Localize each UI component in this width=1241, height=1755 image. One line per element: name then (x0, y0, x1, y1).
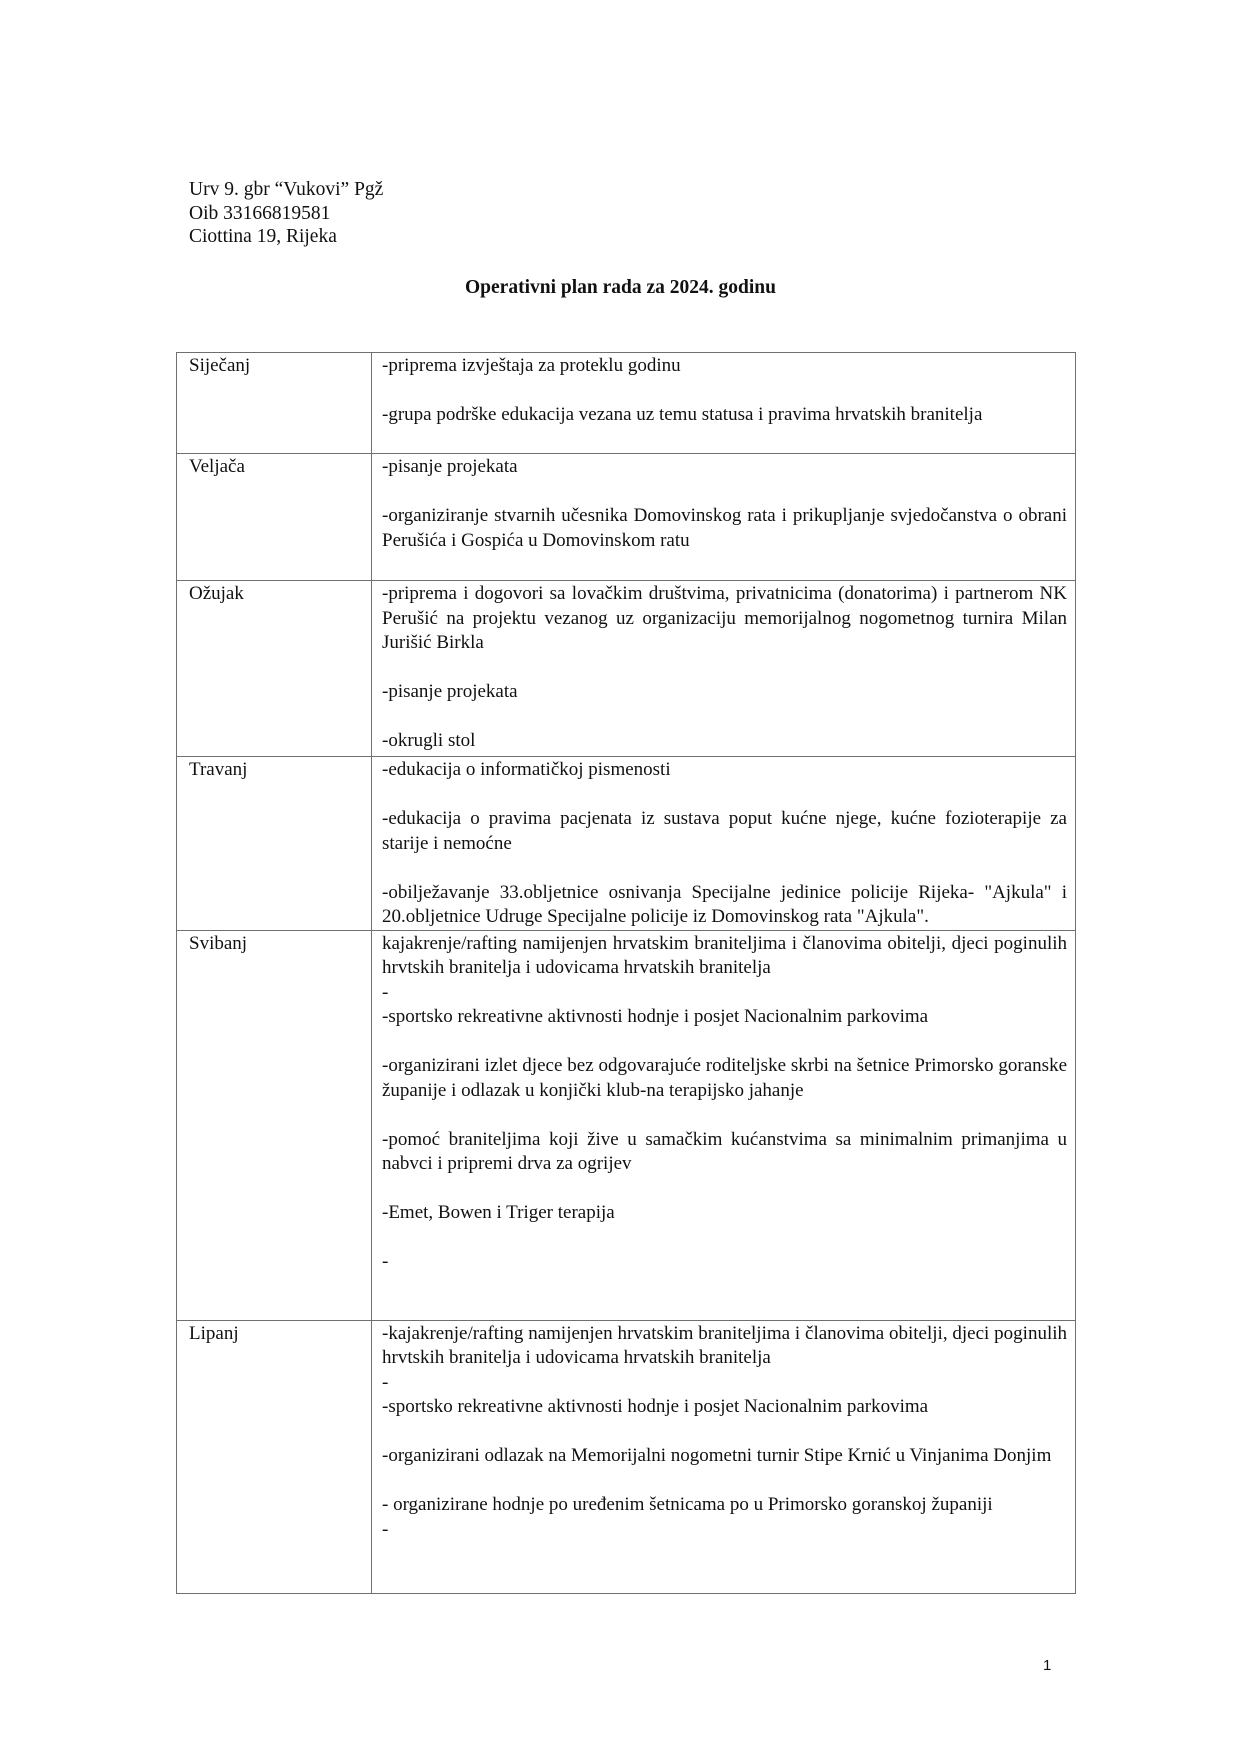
activity-item: -priprema izvještaja za proteklu godinu (382, 355, 681, 376)
blank-line (382, 783, 1067, 808)
month-label: Travanj (189, 759, 248, 780)
blank-line (382, 480, 1067, 505)
blank-line (382, 1420, 1067, 1445)
organization-oib: Oib 33166819581 (189, 202, 331, 224)
blank-line (382, 1103, 1067, 1128)
plan-row (177, 930, 1076, 1320)
activity-item: - organizirane hodnje po uređenim šetnicama po u Primorsko goranskoj županiji (382, 1494, 993, 1515)
blank-line (382, 553, 1067, 578)
blank-line (382, 1226, 1067, 1251)
activity-item: -kajakrenje/rafting namijenjen hrvatskim braniteljima i članovima obitelji, djeci poginulih hrvtskih branitelja i udovicama hrvatskih branitelja (382, 1322, 1067, 1368)
month-cell (177, 757, 372, 931)
activity-item: -priprema i dogovori sa lovačkim društvima, privatnicima (donatorima) i partnerom NK Perušić na projektu vezanog uz organizaciju memorijalnog nogometnog turnira Milan Jurišić Birkla (382, 583, 1067, 653)
activities-cell (372, 353, 1076, 454)
blank-line (382, 1177, 1067, 1202)
document-title: Operativni plan rada za 2024. godinu (465, 277, 776, 298)
activity-item: - (382, 1371, 389, 1393)
activities-cell (372, 454, 1076, 581)
activities-cell (372, 930, 1076, 1320)
plan-row (177, 1320, 1076, 1593)
organization-address: Ciottina 19, Rijeka (189, 226, 337, 247)
activity-item: -edukacija o informatičkoj pismenosti (382, 759, 671, 780)
plan-table (176, 352, 1076, 1594)
month-cell (177, 1320, 372, 1593)
activities-cell (372, 757, 1076, 931)
month-label: Ožujak (189, 583, 244, 604)
blank-line (382, 705, 1067, 730)
document-title-row (0, 277, 1241, 299)
plan-row (177, 353, 1076, 454)
activity-item: kajakrenje/rafting namijenjen hrvatskim braniteljima i članovima obitelji, djeci poginulih hrvtskih branitelja i udovicama hrvatskih branitelja (382, 932, 1067, 978)
activity-item: -sportsko rekreativne aktivnosti hodnje i posjet Nacionalnim parkovima (382, 1006, 929, 1027)
activity-item: -obilježavanje 33.obljetnice osnivanja Specijalne jedinice policije Rijeka- "Ajkula" i 20.obljetnice Udruge Specijalne policije iz Domovinskog rata "Ajkula". (382, 881, 1067, 927)
month-label: Svibanj (189, 932, 248, 954)
activity-item: -organiziranje stvarnih učesnika Domovinskog rata i prikupljanje svjedočanstva o obrani Perušića i Gospića u Domovinskom ratu (382, 505, 1067, 551)
organization-header (189, 178, 383, 249)
page-number: 1 (1043, 1657, 1052, 1674)
blank-line (382, 1030, 1067, 1055)
activity-item: -okrugli stol (382, 730, 476, 751)
plan-row (177, 581, 1076, 757)
blank-line (382, 1469, 1067, 1494)
activity-item: -pisanje projekata (382, 681, 518, 702)
activity-item: -pomoć braniteljima koji žive u samačkim kućanstvima sa minimalnim primanjima u nabvci i pripremi drva za ogrijev (382, 1128, 1067, 1174)
month-cell (177, 930, 372, 1320)
activities-cell (372, 581, 1076, 757)
blank-line (382, 856, 1067, 881)
month-label: Veljača (189, 456, 245, 477)
blank-line (382, 379, 1067, 404)
activity-item: -grupa podrške edukacija vezana uz temu statusa i pravima hrvatskih branitelja (382, 404, 983, 425)
activity-item: - (382, 1251, 389, 1272)
plan-row (177, 454, 1076, 581)
activity-item: -sportsko rekreativne aktivnosti hodnje i posjet Nacionalnim parkovima (382, 1396, 929, 1417)
blank-line (382, 656, 1067, 681)
month-label: Lipanj (189, 1322, 239, 1344)
month-label: Siječanj (189, 355, 251, 376)
month-cell (177, 454, 372, 581)
activity-item: -edukacija o pravima pacjenata iz sustava poput kućne njege, kućne fozioterapije za starije i nemoćne (382, 808, 1067, 854)
activity-item: - (382, 1518, 389, 1540)
plan-row (177, 757, 1076, 931)
activities-cell (372, 1320, 1076, 1593)
activity-item: -Emet, Bowen i Triger terapija (382, 1202, 615, 1223)
activity-item: -organizirani odlazak na Memorijalni nogometni turnir Stipe Krnić u Vinjanima Donjim (382, 1445, 1052, 1466)
activity-item: -pisanje projekata (382, 456, 518, 477)
activity-item: -organizirani izlet djece bez odgovarajuće roditeljske skrbi na šetnice Primorsko goranske županije i odlazak u konjički klub-na terapijsko jahanje (382, 1055, 1067, 1101)
month-cell (177, 581, 372, 757)
organization-name: Urv 9. gbr “Vukovi” Pgž (189, 179, 384, 200)
month-cell (177, 353, 372, 454)
activity-item: - (382, 981, 389, 1003)
